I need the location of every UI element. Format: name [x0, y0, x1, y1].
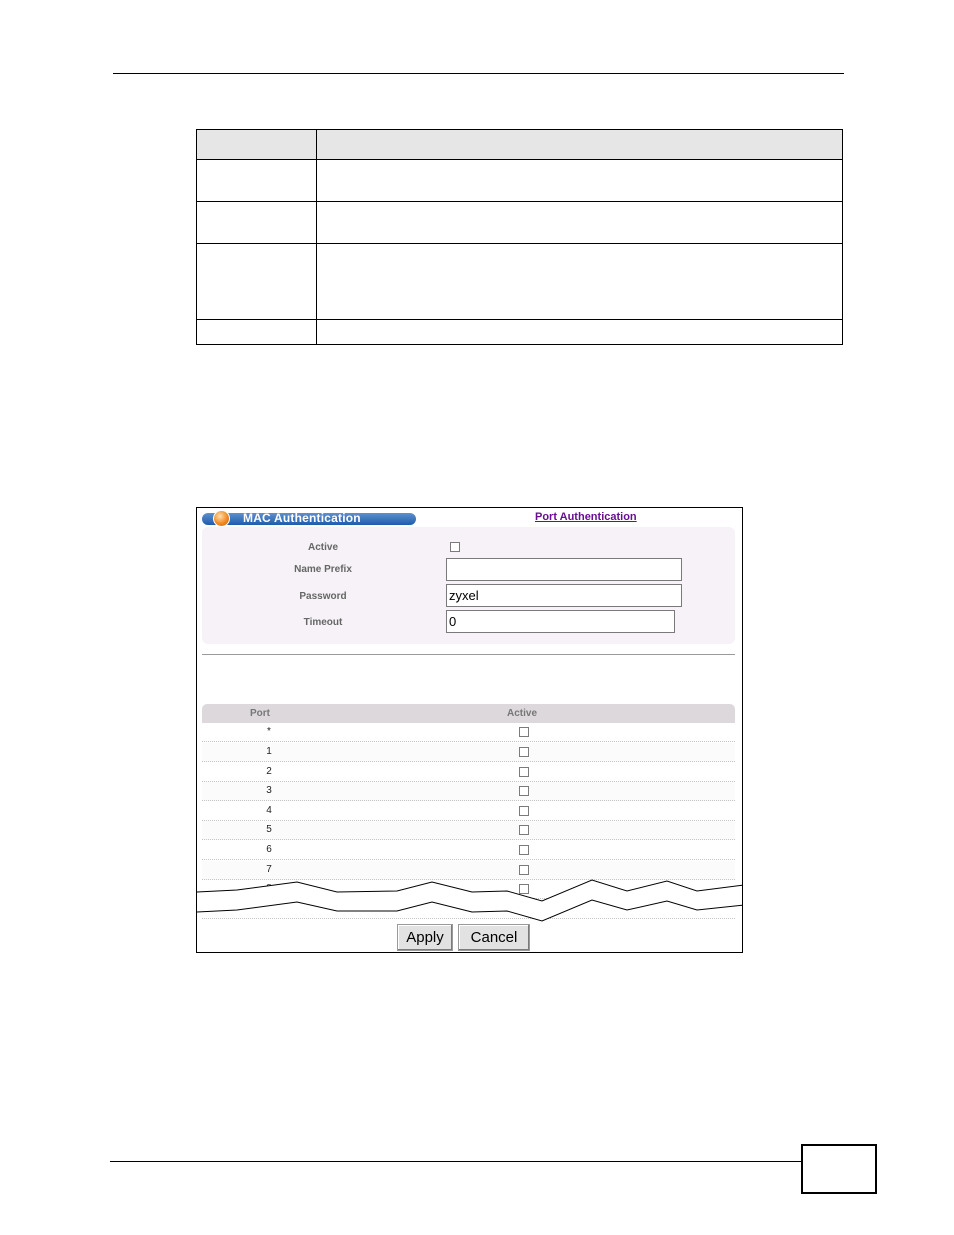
table-row	[202, 763, 735, 782]
port-active-checkbox[interactable]	[519, 727, 529, 737]
cut-break-mark	[197, 878, 743, 928]
title-orb-icon	[213, 510, 230, 527]
active-checkbox[interactable]	[450, 542, 460, 552]
table-row	[202, 821, 735, 840]
password-input[interactable]	[446, 584, 682, 607]
port-active-checkbox[interactable]	[519, 786, 529, 796]
table-row	[197, 320, 843, 345]
timeout-input[interactable]	[446, 610, 675, 633]
mac-authentication-screenshot	[196, 507, 743, 953]
port-number: 4	[266, 805, 272, 816]
port-authentication-link[interactable]: Port Authentication	[535, 511, 637, 523]
port-number: 3	[266, 785, 272, 796]
port-active-checkbox[interactable]	[519, 806, 529, 816]
port-number: *	[267, 726, 271, 737]
name-prefix-label: Name Prefix	[294, 564, 352, 575]
timeout-label: Timeout	[303, 617, 343, 628]
active-label: Active	[307, 542, 338, 553]
header-rule	[113, 73, 844, 74]
port-number: 6	[266, 844, 272, 855]
port-column-header: Port	[250, 708, 270, 719]
footer-rule	[110, 1161, 802, 1162]
name-prefix-input[interactable]	[446, 558, 682, 581]
table-row	[202, 802, 735, 821]
port-number: 2	[266, 766, 272, 777]
table-row	[202, 723, 735, 742]
table-header-row	[197, 130, 843, 160]
port-table-header	[202, 704, 735, 723]
table-row	[202, 841, 735, 860]
apply-button[interactable]: Apply	[397, 924, 453, 951]
port-number: 5	[266, 824, 272, 835]
table-row	[197, 160, 843, 202]
cancel-button[interactable]: Cancel	[458, 924, 530, 951]
section-divider	[202, 654, 735, 655]
table-row	[197, 202, 843, 244]
port-active-checkbox[interactable]	[519, 747, 529, 757]
table-row	[197, 244, 843, 320]
table-row	[202, 782, 735, 801]
active-column-header: Active	[507, 708, 538, 719]
port-active-checkbox[interactable]	[519, 865, 529, 875]
screen-title: MAC Authentication	[243, 511, 361, 525]
description-table	[196, 129, 843, 345]
port-active-checkbox[interactable]	[519, 825, 529, 835]
port-active-checkbox[interactable]	[519, 845, 529, 855]
table-row	[202, 743, 735, 762]
port-number: 1	[266, 746, 272, 757]
password-label: Password	[299, 591, 347, 602]
port-number: 7	[266, 864, 272, 875]
port-active-checkbox[interactable]	[519, 767, 529, 777]
page-number-box	[801, 1144, 877, 1194]
